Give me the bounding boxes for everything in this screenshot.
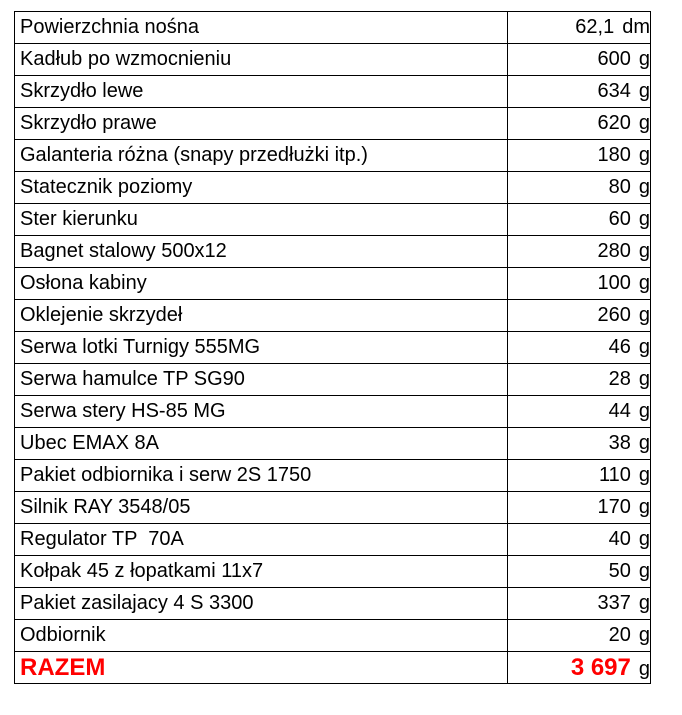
item-value-cell bbox=[508, 396, 651, 428]
table-row bbox=[15, 332, 651, 364]
item-value: 620 bbox=[597, 112, 631, 134]
item-name: Statecznik poziomy bbox=[15, 172, 508, 204]
table-row bbox=[15, 204, 651, 236]
table-row bbox=[15, 300, 651, 332]
item-name: Odbiornik bbox=[15, 620, 508, 652]
table-row bbox=[15, 12, 651, 44]
item-unit: g bbox=[638, 528, 650, 550]
total-value-cell bbox=[508, 652, 651, 684]
item-unit: g bbox=[638, 368, 650, 390]
table-row bbox=[15, 172, 651, 204]
total-row bbox=[15, 652, 651, 684]
weights-table bbox=[14, 11, 651, 684]
item-name: Kołpak 45 z łopatkami 11x7 bbox=[15, 556, 508, 588]
item-unit: g bbox=[638, 80, 650, 102]
item-name: Ubec EMAX 8A bbox=[15, 428, 508, 460]
item-value: 100 bbox=[597, 272, 631, 294]
item-name: Powierzchnia nośna bbox=[15, 12, 508, 44]
item-value: 180 bbox=[597, 144, 631, 166]
item-value-cell bbox=[508, 172, 651, 204]
item-name: Serwa stery HS-85 MG bbox=[15, 396, 508, 428]
table-row bbox=[15, 428, 651, 460]
table-row bbox=[15, 556, 651, 588]
item-value: 80 bbox=[608, 176, 631, 198]
item-unit: g bbox=[638, 432, 650, 454]
item-value-cell bbox=[508, 236, 651, 268]
item-name: Skrzydło lewe bbox=[15, 76, 508, 108]
item-value: 20 bbox=[608, 624, 631, 646]
item-unit: g bbox=[638, 48, 650, 70]
item-value: 634 bbox=[597, 80, 631, 102]
table-row bbox=[15, 364, 651, 396]
item-value: 170 bbox=[597, 496, 631, 518]
table-row bbox=[15, 492, 651, 524]
table-row bbox=[15, 236, 651, 268]
item-unit: g bbox=[638, 240, 650, 262]
item-value: 260 bbox=[597, 304, 631, 326]
item-name: Skrzydło prawe bbox=[15, 108, 508, 140]
item-unit: g bbox=[638, 176, 650, 198]
item-value-cell bbox=[508, 108, 651, 140]
item-name: Bagnet stalowy 500x12 bbox=[15, 236, 508, 268]
item-name: Serwa hamulce TP SG90 bbox=[15, 364, 508, 396]
item-value-cell bbox=[508, 524, 651, 556]
table-row bbox=[15, 524, 651, 556]
item-value-cell bbox=[508, 44, 651, 76]
table-row bbox=[15, 268, 651, 300]
item-value: 38 bbox=[608, 432, 631, 454]
item-value-cell bbox=[508, 556, 651, 588]
item-value: 60 bbox=[608, 208, 631, 230]
total-label: RAZEM bbox=[15, 652, 508, 684]
item-value: 28 bbox=[608, 368, 631, 390]
item-name: Silnik RAY 3548/05 bbox=[15, 492, 508, 524]
item-name: Ster kierunku bbox=[15, 204, 508, 236]
item-name: Oklejenie skrzydeł bbox=[15, 300, 508, 332]
item-name: Osłona kabiny bbox=[15, 268, 508, 300]
item-name: Pakiet zasilajacy 4 S 3300 bbox=[15, 588, 508, 620]
table-row bbox=[15, 588, 651, 620]
item-name: Serwa lotki Turnigy 555MG bbox=[15, 332, 508, 364]
table-row bbox=[15, 460, 651, 492]
item-unit: g bbox=[638, 336, 650, 358]
item-value-cell bbox=[508, 492, 651, 524]
table-row bbox=[15, 108, 651, 140]
item-name: Galanteria różna (snapy przedłużki itp.) bbox=[15, 140, 508, 172]
table-row bbox=[15, 396, 651, 428]
item-value: 44 bbox=[608, 400, 631, 422]
item-value-cell bbox=[508, 588, 651, 620]
item-value: 600 bbox=[597, 48, 631, 70]
item-value: 280 bbox=[597, 240, 631, 262]
item-name: Pakiet odbiornika i serw 2S 1750 bbox=[15, 460, 508, 492]
item-unit: g bbox=[638, 592, 650, 614]
item-unit: g bbox=[638, 304, 650, 326]
item-value-cell bbox=[508, 76, 651, 108]
item-unit: g bbox=[638, 400, 650, 422]
total-value: 3 697 bbox=[570, 653, 631, 681]
weights-table-body bbox=[15, 12, 651, 684]
item-value-cell bbox=[508, 140, 651, 172]
item-unit: g bbox=[638, 464, 650, 486]
item-value-cell bbox=[508, 620, 651, 652]
item-value: 337 bbox=[597, 592, 631, 614]
table-row bbox=[15, 140, 651, 172]
item-value-cell bbox=[508, 332, 651, 364]
total-unit: g bbox=[638, 657, 650, 680]
table-row bbox=[15, 620, 651, 652]
item-value: 40 bbox=[608, 528, 631, 550]
table-row bbox=[15, 76, 651, 108]
item-value-cell bbox=[508, 12, 651, 44]
item-unit: g bbox=[638, 208, 650, 230]
item-value-cell bbox=[508, 204, 651, 236]
item-unit: g bbox=[638, 112, 650, 134]
item-unit: g bbox=[638, 560, 650, 582]
item-value-cell bbox=[508, 428, 651, 460]
table-row bbox=[15, 44, 651, 76]
item-value-cell bbox=[508, 364, 651, 396]
item-name: Regulator TP 70A bbox=[15, 524, 508, 556]
item-unit: g bbox=[638, 272, 650, 294]
item-unit: g bbox=[638, 624, 650, 646]
item-unit: g bbox=[638, 144, 650, 166]
item-value-cell bbox=[508, 268, 651, 300]
item-value: 50 bbox=[608, 560, 631, 582]
item-value: 46 bbox=[608, 336, 631, 358]
item-value: 110 bbox=[598, 464, 631, 486]
item-name: Kadłub po wzmocnieniu bbox=[15, 44, 508, 76]
item-value-cell bbox=[508, 300, 651, 332]
item-unit: g bbox=[638, 496, 650, 518]
item-value: 62,1 bbox=[575, 16, 615, 38]
item-value-cell bbox=[508, 460, 651, 492]
item-unit: dm bbox=[622, 16, 650, 38]
